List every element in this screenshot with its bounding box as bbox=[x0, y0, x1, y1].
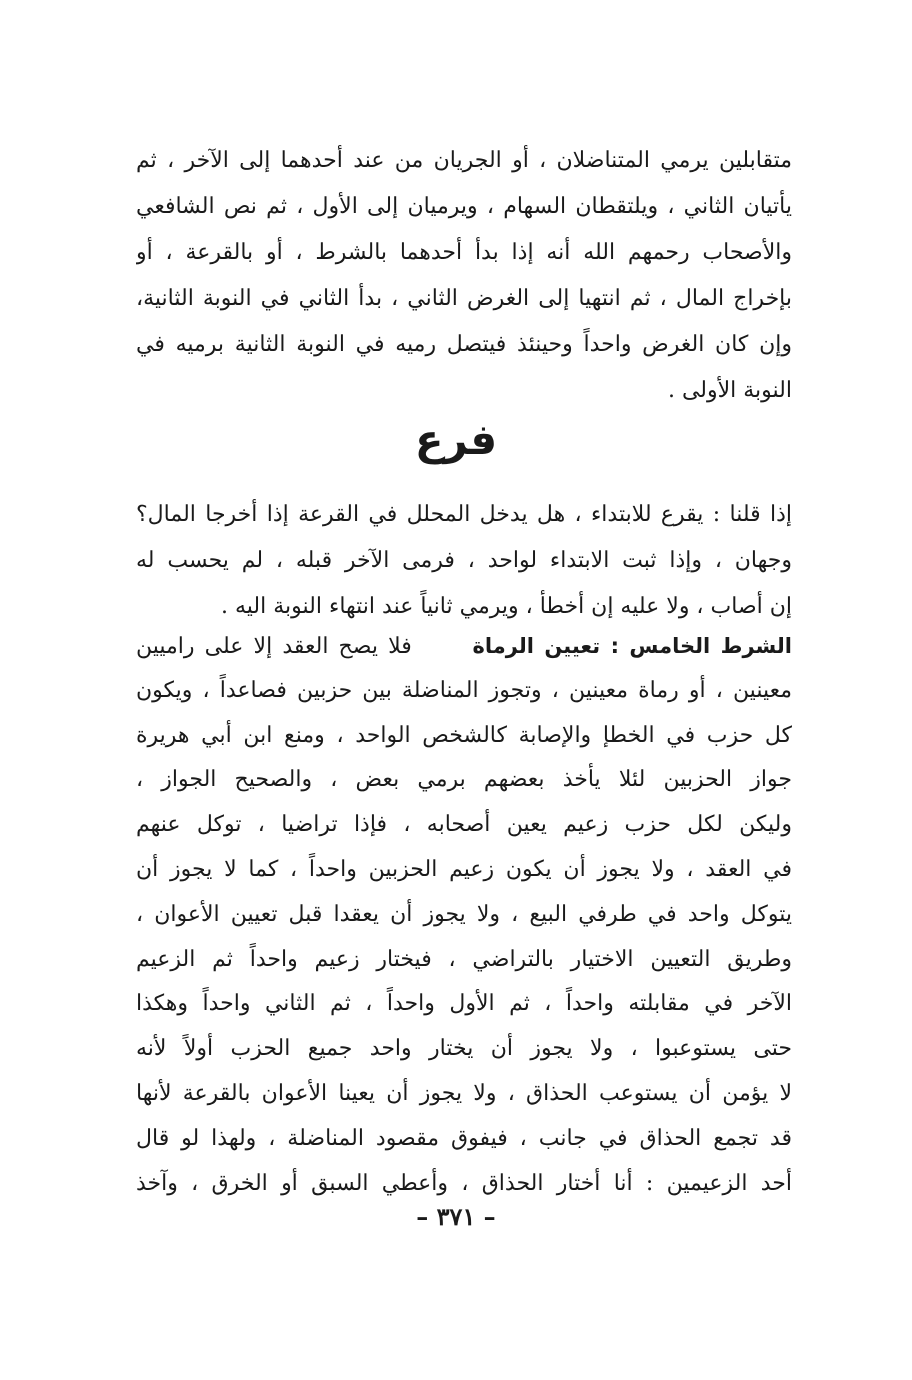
text-line: في العقد ، ولا يجوز أن يكون زعيم الحزبين واحداً ، كما لا يجوز أن bbox=[136, 856, 792, 882]
text-line: لا يؤمن أن يستوعب الحذاق ، ولا يجوز أن يعينا الأعوان بالقرعة لأنها bbox=[136, 1080, 792, 1106]
page-number: – ٣٧١ – bbox=[416, 1202, 496, 1231]
text-line: وجهان ، وإذا ثبت الابتداء لواحد ، فرمى الآخر قبله ، لم يحسب له bbox=[136, 548, 792, 573]
text-line: قد تجمع الحذاق في جانب ، فيفوق مقصود المناضلة ، ولهذا لو قال bbox=[136, 1125, 792, 1151]
text-line: والأصحاب رحمهم الله أنه إذا بدأ أحدهما بالشرط ، أو بالقرعة ، أو bbox=[136, 240, 792, 265]
text-line: يتوكل واحد في طرفي البيع ، ولا يجوز أن يعقدا قبل تعيين الأعوان ، bbox=[136, 901, 792, 927]
text-line: إن أصاب ، ولا عليه إن أخطأ ، ويرمي ثانياً عند انتهاء النوبة اليه . bbox=[221, 594, 792, 619]
text-line: متقابلين يرمي المتناضلان ، أو الجريان من عند أحدهما إلى الآخر ، ثم bbox=[136, 148, 792, 173]
text-line: كل حزب في الخطإ والإصابة كالشخص الواحد ، ومنع ابن أبي هريرة bbox=[136, 722, 792, 748]
paragraph-1 bbox=[136, 138, 792, 414]
text-line: يأتيان الثاني ، ويلتقطان السهام ، ويرميان إلى الأول ، ثم نص الشافعي bbox=[136, 194, 792, 219]
text-line: الآخر في مقابلته واحداً ، ثم الأول واحداً ، ثم الثاني واحداً وهكذا bbox=[136, 991, 792, 1017]
text-line-with-lead bbox=[136, 624, 792, 669]
text-line: إذا قلنا : يقرع للابتداء ، هل يدخل المحلل في القرعة إذا أخرجا المال؟ bbox=[136, 502, 792, 527]
text-line: وطريق التعيين الاختيار بالتراضي ، فيختار زعيم واحداً ثم الزعيم bbox=[136, 946, 792, 972]
condition-text: فلا يصح العقد إلا على راميين bbox=[136, 634, 412, 659]
paragraph-2 bbox=[136, 492, 792, 630]
section-heading: فرع bbox=[414, 415, 498, 464]
condition-heading: الشرط الخامس : تعيين الرماة bbox=[472, 634, 792, 658]
text-line: أحد الزعيمين : أنا أختار الحذاق ، وأعطي السبق أو الخرق ، وآخذ bbox=[136, 1170, 792, 1196]
text-line: جواز الحزبين لئلا يأخذ بعضهم برمي بعض ، والصحيح الجواز ، bbox=[136, 767, 792, 793]
text-line: وليكن لكل حزب زعيم يعين أصحابه ، فإذا تراضيا ، توكل عنهم bbox=[136, 812, 792, 838]
text-line: وإن كان الغرض واحداً وحينئذ فيتصل رميه في النوبة الثانية برميه في bbox=[136, 332, 792, 357]
text-line: بإخراج المال ، ثم انتهيا إلى الغرض الثاني ، بدأ الثاني في النوبة الثانية، bbox=[136, 286, 792, 311]
text-line: معينين ، أو رماة معينين ، وتجوز المناضلة بين حزبين فصاعداً ، ويكون bbox=[136, 677, 792, 703]
paragraph-3 bbox=[136, 624, 792, 1206]
text-line: النوبة الأولى . bbox=[667, 378, 792, 403]
text-line: حتى يستوعبوا ، ولا يجوز أن يختار واحد جميع الحزب أولاً لأنه bbox=[136, 1036, 792, 1062]
